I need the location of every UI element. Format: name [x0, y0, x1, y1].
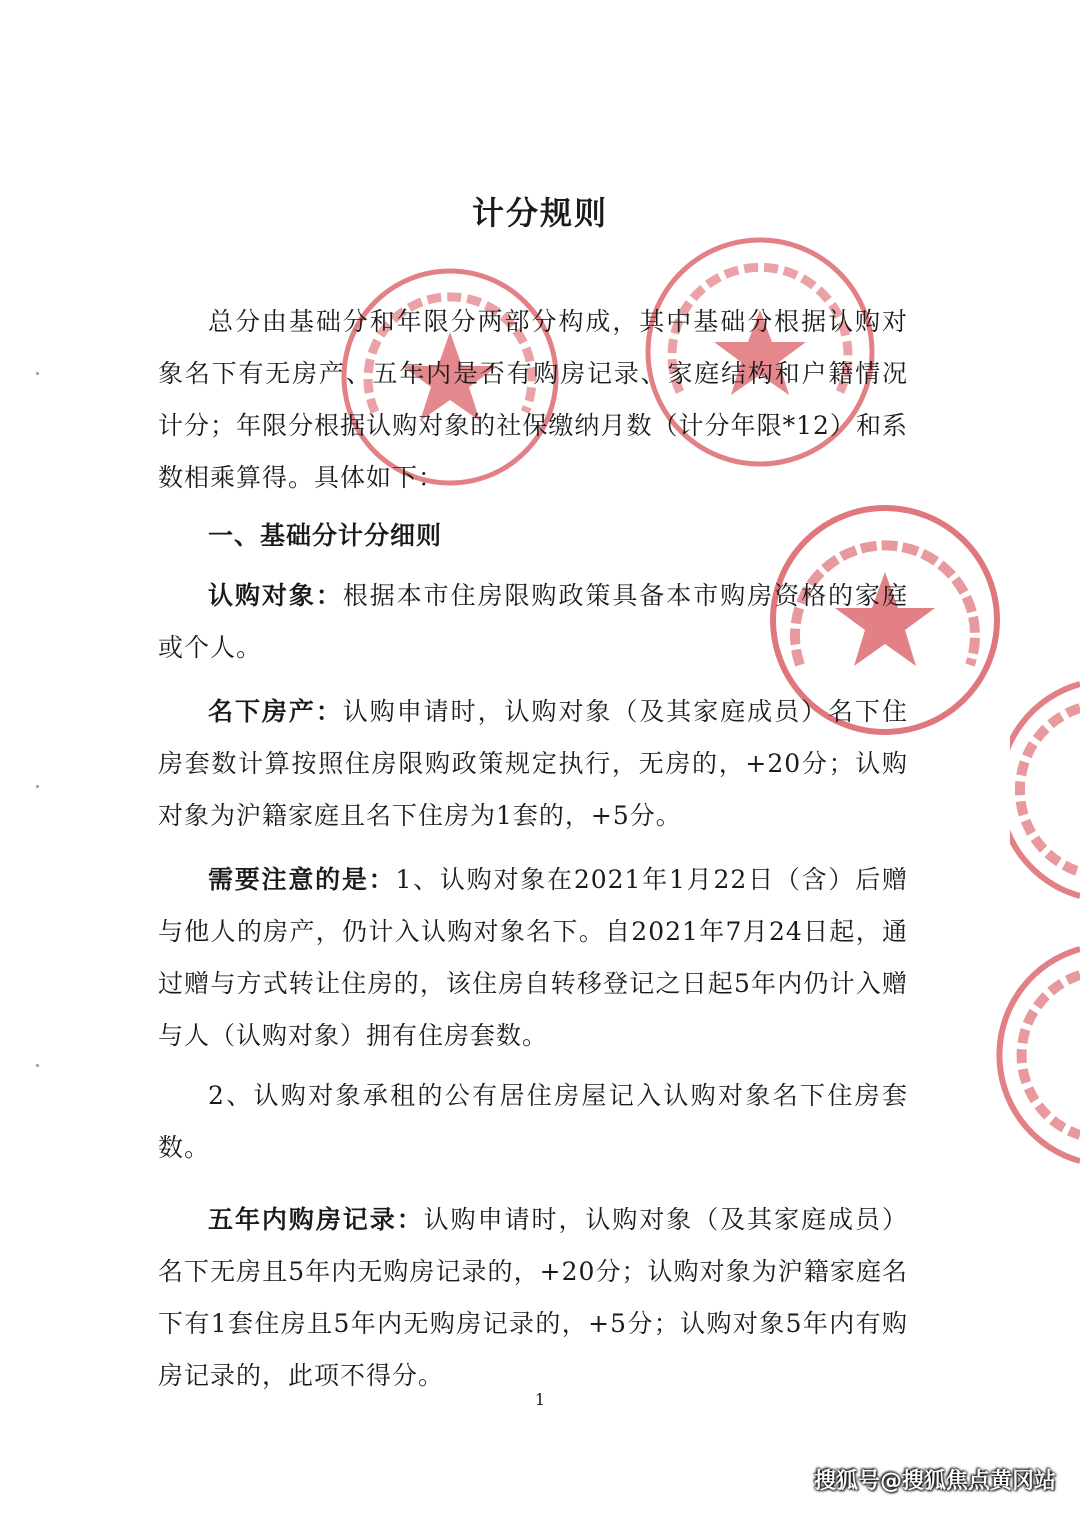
- subject-label: 认购对象：: [208, 581, 343, 610]
- page-number: 1: [534, 1390, 546, 1409]
- purchase-record-label: 五年内购房记录：: [208, 1205, 424, 1234]
- purchase-record-paragraph: [158, 1194, 908, 1402]
- section-heading: 一、基础分计分细则: [208, 521, 443, 550]
- source-watermark: 搜狐号@搜狐焦点黄冈站: [813, 1469, 1056, 1494]
- scan-speck: [36, 1064, 39, 1067]
- scan-speck: [36, 372, 39, 375]
- subject-paragraph: [158, 570, 908, 674]
- document-title: 计分规则: [471, 194, 608, 232]
- property-label: 名下房产：: [208, 697, 343, 726]
- scan-speck: [36, 785, 39, 788]
- intro-paragraph: 总分由基础分和年限分两部分构成，其中基础分根据认购对象名下有无房产、五年内是否有购房记录、家庭结构和户籍情况计分；年限分根据认购对象的社保缴纳月数（计分年限*12）和系数相乘算得。具体如下：: [158, 307, 908, 492]
- partial-seal-right: [1010, 680, 1080, 900]
- document-body: [158, 296, 908, 1402]
- notice-paragraph: [158, 854, 908, 1062]
- partial-seal-right-lower: [990, 945, 1080, 1165]
- purchase-record-text: 认购申请时，认购对象（及其家庭成员）名下无房且5年内无购房记录的，+20分；认购对象为沪籍家庭名下有1套住房且5年内无购房记录的，+5分；认购对象5年内有购房记录的，此项不得分。: [158, 1205, 908, 1390]
- notice-text: 1、认购对象在2021年1月22日（含）后赠与他人的房产，仍计入认购对象名下。自2021年7月24日起，通过赠与方式转让住房的，该住房自转移登记之日起5年内仍计入赠与人（认购对象）拥有住房套数。: [158, 865, 908, 1050]
- subject-text: 根据本市住房限购政策具备本市购房资格的家庭或个人。: [158, 581, 908, 662]
- property-paragraph: [158, 686, 908, 842]
- notice2-paragraph: 2、认购对象承租的公有居住房屋记入认购对象名下住房套数。: [158, 1081, 908, 1162]
- property-text: 认购申请时，认购对象（及其家庭成员）名下住房套数计算按照住房限购政策规定执行，无房的，+20分；认购对象为沪籍家庭且名下住房为1套的，+5分。: [158, 697, 908, 830]
- notice-label: 需要注意的是：: [208, 865, 396, 894]
